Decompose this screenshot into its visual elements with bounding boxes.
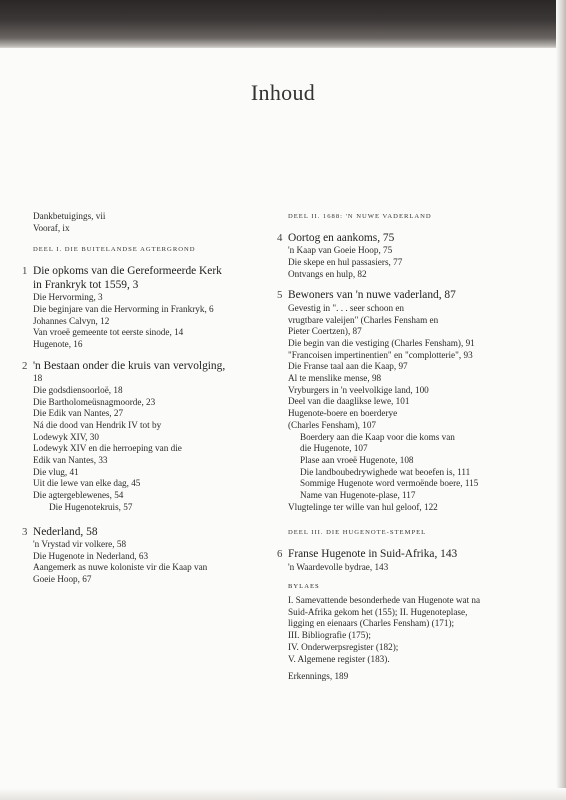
toc-entry: Uit die lewe van elke dag, 45 [33, 478, 141, 489]
toc-entry: Pieter Coertzen), 87 [288, 326, 362, 337]
toc-entry: Vlugtelinge ter wille van hul geloof, 122 [288, 501, 438, 512]
appendices-heading: BYLAES [288, 583, 320, 591]
chapter-title: 'n Bestaan onder die kruis van vervolging, [33, 359, 226, 372]
chapter-title: Oortog en aankoms, 75 [288, 231, 395, 244]
toc-entry: Goeie Hoop, 67 [33, 574, 92, 585]
toc-subentry: Plase aan vroeë Hugenote, 108 [300, 454, 414, 465]
chapter-1 [22, 265, 283, 351]
appendix-line: Suid-Afrika gekom het (155); II. Hugenoteplase, [288, 606, 468, 617]
page-top-shadow [0, 0, 566, 48]
part-heading-1: DEEL I. DIE BUITELANDSE AGTERGROND [33, 246, 196, 254]
toc-entry: Die skepe en hul passasiers, 77 [288, 256, 403, 267]
toc-entry: 'n Waardevolle bydrae, 143 [288, 561, 389, 572]
toc-entry: Die Hugenote in Nederland, 63 [33, 550, 149, 561]
chapter-3 [22, 525, 283, 586]
toc-entry: Die vlug, 41 [33, 466, 79, 477]
toc-entry: Aangemerk as nuwe koloniste vir die Kaap van [33, 562, 208, 573]
toc-entry: "Francoisen impertinentien" en "complotterie", 93 [288, 349, 473, 360]
toc-entry: 'n Vrystad vir volkere, 58 [33, 539, 127, 550]
appendix-line: I. Samevattende besonderhede van Hugenote wat na [288, 595, 481, 606]
part-heading-2: DEEL II. 1688: 'N NUWE VADERLAND [288, 213, 432, 220]
toc-subentry: Boerdery aan die Kaap voor die koms van [300, 431, 455, 442]
toc-entry: Lodewyk XIV en die herroeping van die [33, 443, 182, 454]
chapter-4 [277, 231, 528, 281]
toc-entry: Lodewyk XIV, 30 [33, 431, 99, 442]
toc-entry: Hugenote-boere en boerderye [288, 408, 398, 419]
toc-entry: Ontvangs en hulp, 82 [288, 268, 367, 279]
chapter-number: 2 [22, 359, 28, 372]
appendix-line: V. Algemene register (183). [288, 653, 390, 664]
appendix-line: III. Bibliografie (175); [288, 630, 371, 641]
page-right-edge [556, 0, 566, 800]
toc-entry: Die Bartholomeüsnagmoorde, 23 [33, 396, 156, 407]
toc-entry: Hugenote, 16 [33, 338, 83, 349]
acknowledgements-entry: Erkennings, 189 [288, 671, 349, 682]
toc-entry: Van vroeë gemeente tot eerste sinode, 14 [33, 327, 184, 338]
toc-entry: Die Edik van Nantes, 27 [33, 408, 124, 419]
toc-entry: Johannes Calvyn, 12 [33, 315, 110, 326]
chapter-title: Franse Hugenote in Suid-Afrika, 143 [288, 548, 458, 561]
toc-entry: Deel van die daaglikse lewe, 101 [288, 396, 410, 407]
chapter-5 [277, 289, 528, 513]
toc-entry: Die agtergeblewenes, 54 [33, 490, 124, 501]
toc-entry: Gevestig in ". . . seer schoon en [288, 302, 405, 313]
toc-entry: Ná die dood van Hendrik IV tot by [33, 419, 162, 430]
chapter-number: 4 [277, 231, 283, 244]
chapter-title: Nederland, 58 [33, 525, 98, 538]
part-heading-3: DEEL III. DIE HUGENOTE-STEMPEL [288, 529, 427, 537]
toc-subentry: Sommige Hugenote word vermoënde boere, 115 [300, 478, 479, 489]
page-bottom-edge [0, 788, 566, 800]
toc-right-column [277, 211, 528, 683]
toc-entry: Edik van Nantes, 33 [33, 455, 108, 466]
toc-entry: Die Hervorming, 3 [33, 292, 103, 303]
toc-subentry: die Hugenote, 107 [300, 443, 368, 454]
chapter-title-page: 18 [33, 373, 43, 384]
front-matter-preface: Vooraf, ix [33, 222, 70, 233]
toc-subentry: Die Hugenotekruis, 57 [49, 501, 133, 512]
toc-entry: 'n Kaap van Goeie Hoop, 75 [288, 245, 393, 256]
appendix-line: ligging en eienaars (Charles Fensham) (171); [288, 618, 455, 629]
chapter-number: 3 [22, 525, 28, 538]
toc-entry: Die godsdiensoorloë, 18 [33, 384, 123, 395]
appendix-line: IV. Onderwerpsregister (182); [288, 641, 399, 652]
front-matter-acknowledgements: Dankbetuigings, vii [33, 211, 106, 221]
page-title: Inhoud [250, 80, 316, 105]
chapter-title: Bewoners van 'n nuwe vaderland, 87 [288, 289, 456, 302]
toc-entry: Die begin van die vestiging (Charles Fensham), 91 [288, 337, 475, 348]
chapter-6 [277, 548, 528, 573]
toc-entry: Vryburgers in 'n veelvolkige land, 100 [288, 384, 429, 395]
toc-entry: (Charles Fensham), 107 [288, 419, 377, 430]
toc-entry: vrugtbare valeijen" (Charles Fensham en [288, 314, 439, 325]
toc-left-column [22, 211, 283, 586]
chapter-number: 5 [277, 289, 283, 302]
toc-entry: Die Franse taal aan die Kaap, 97 [288, 361, 408, 372]
chapter-number: 6 [277, 548, 283, 561]
toc-subentry: Die landboubedrywighede wat beoefen is, 111 [300, 466, 471, 477]
chapter-title: Die opkoms van die Gereformeerde Kerk [33, 265, 222, 278]
chapter-2 [22, 359, 283, 514]
chapter-number: 1 [22, 265, 28, 278]
toc-subentry: Name van Hugenote-plase, 117 [300, 490, 416, 501]
toc-entry: Die beginjare van die Hervorming in Frankryk, 6 [33, 303, 214, 314]
toc-entry: Al te menslike mense, 98 [288, 373, 382, 384]
chapter-title: in Frankryk tot 1559, 3 [33, 278, 139, 291]
